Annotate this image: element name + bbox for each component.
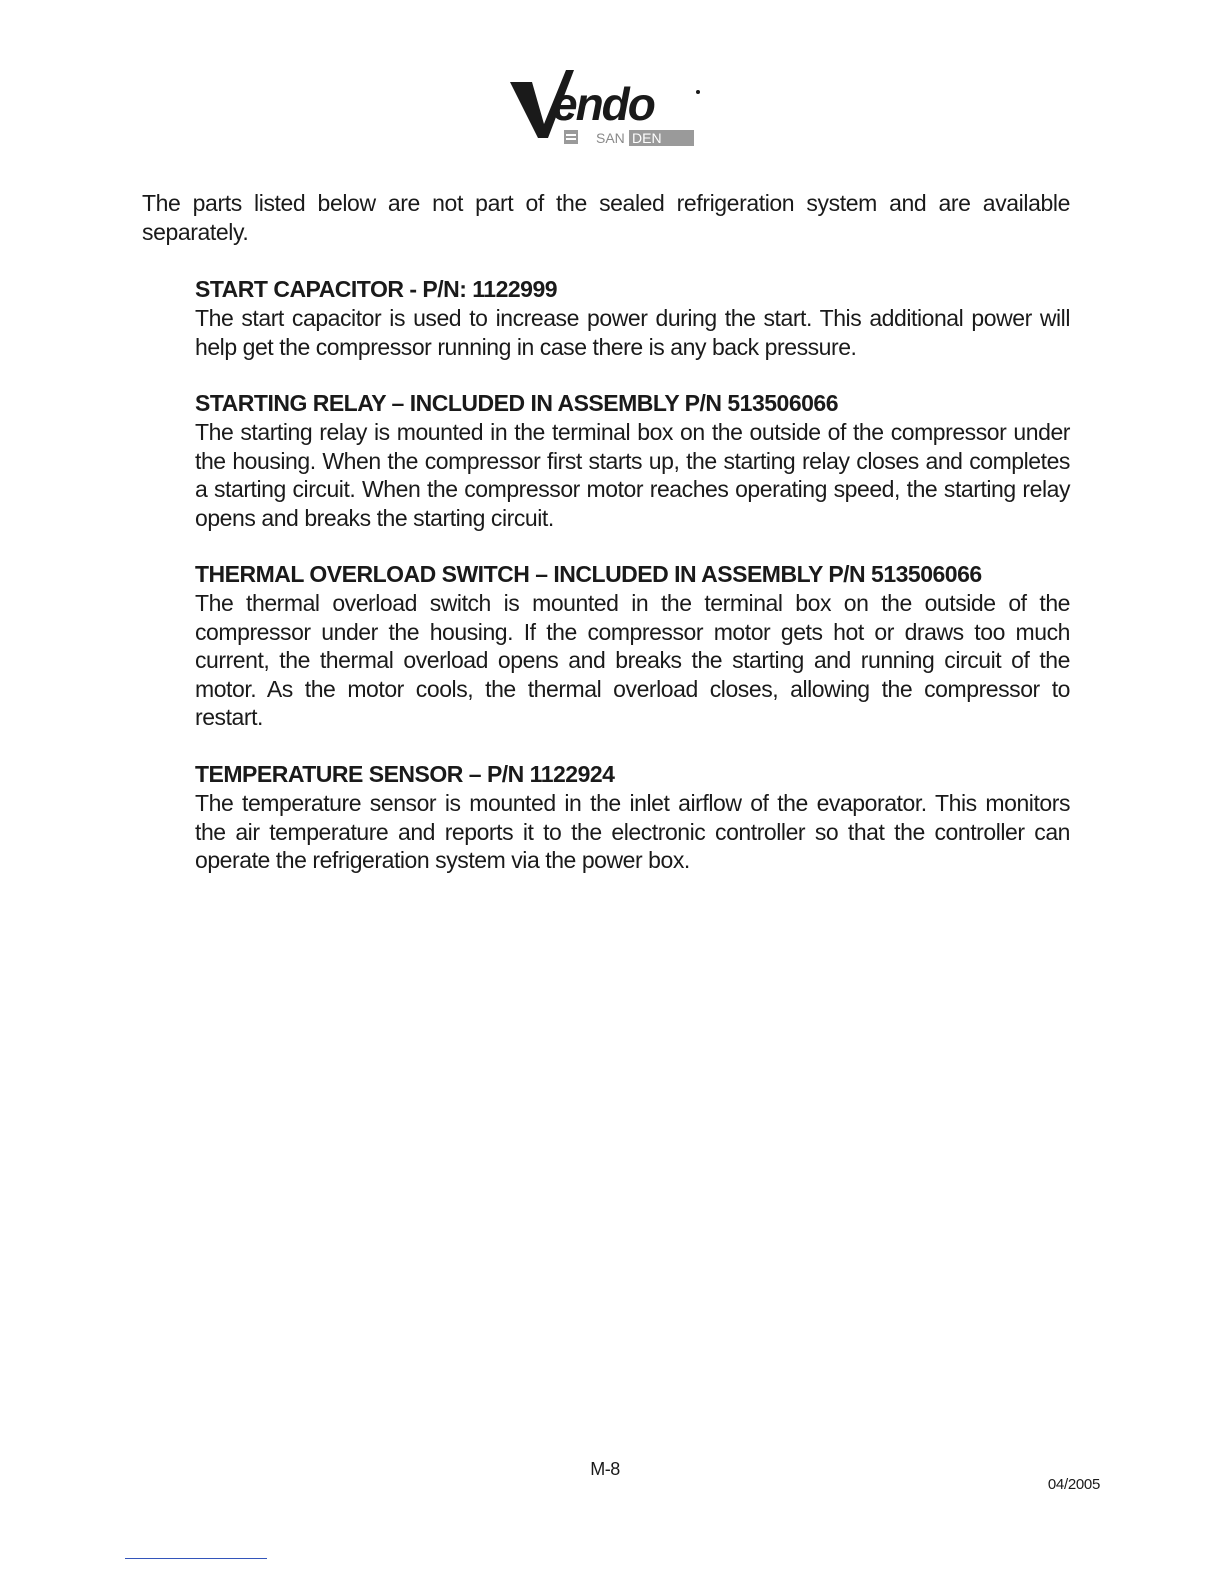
svg-text:endo: endo (552, 78, 654, 130)
section-heading: START CAPACITOR - P/N: 1122999 (195, 276, 558, 302)
vendo-logo-graphic (508, 68, 708, 154)
page-number: M-8 (590, 1459, 620, 1479)
svg-text:SAN: SAN (596, 130, 625, 146)
section-body: The starting relay is mounted in the terminal box on the outside of the compressor under the housing. When the compressor first starts up, the starting relay closes and completes a starting circuit. When the compressor motor reaches operating speed, the starting relay opens and breaks the starting circuit. (195, 419, 1070, 531)
part-section-start-capacitor (195, 275, 1070, 361)
part-section-starting-relay (195, 389, 1070, 532)
svg-text:DEN: DEN (632, 130, 662, 146)
part-section-temperature-sensor (195, 760, 1070, 875)
section-heading: TEMPERATURE SENSOR – P/N 1122924 (195, 761, 615, 787)
section-heading: THERMAL OVERLOAD SWITCH – INCLUDED IN ASSEMBLY P/N 513506066 (195, 561, 982, 587)
section-body: The thermal overload switch is mounted in the terminal box on the outside of the compressor under the housing. If the compressor motor gets hot or draws too much current, the thermal overload opens and breaks the starting and running circuit of the motor. As the motor cools, the thermal overload closes, allowing the compressor to restart. (195, 590, 1070, 731)
section-body: The start capacitor is used to increase power during the start. This additional power will help get the compressor running in case there is any back pressure. (195, 305, 1070, 360)
vendo-sanden-logo (508, 68, 708, 154)
part-section-thermal-overload-switch (195, 560, 1070, 732)
section-body: The temperature sensor is mounted in the inlet airflow of the evaporator. This monitors the air temperature and reports it to the electronic controller so that the controller can operate the refrigeration system via the power box. (195, 790, 1070, 874)
footer-divider (125, 1558, 267, 1559)
section-heading: STARTING RELAY – INCLUDED IN ASSEMBLY P/N 513506066 (195, 390, 838, 416)
revision-date: 04/2005 (1047, 1476, 1100, 1493)
intro-paragraph: The parts listed below are not part of the sealed refrigeration system and are available separately. (142, 190, 1070, 245)
